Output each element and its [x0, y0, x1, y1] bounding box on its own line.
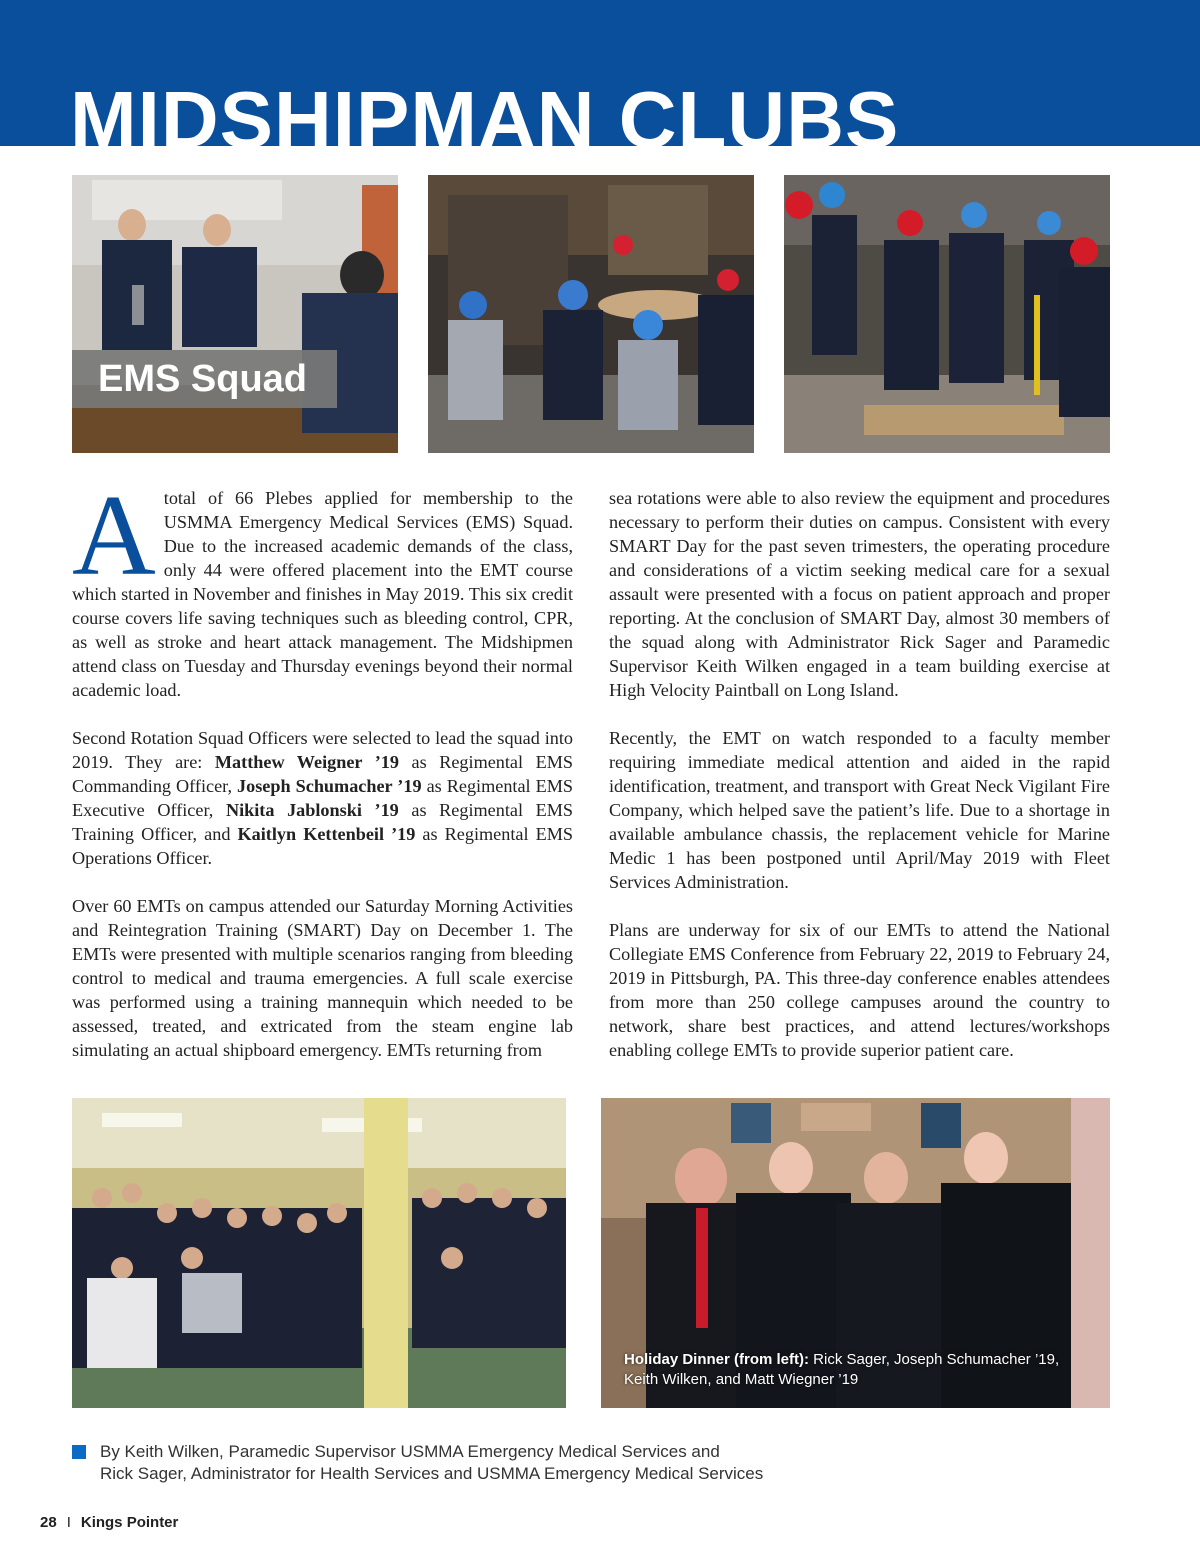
officer-role: as Regimental EMS Commanding Officer,: [72, 752, 574, 796]
officer-name: Joseph Schumacher ’19: [237, 776, 422, 796]
page-footer: [40, 1514, 178, 1531]
article-column-right: [609, 486, 1110, 1086]
photo-ems-classroom: [72, 175, 398, 453]
byline: [100, 1441, 763, 1485]
caption-lead: Holiday Dinner (from left):: [624, 1351, 810, 1368]
officer-name: Nikita Jablonski ’19: [225, 800, 399, 820]
caption-text: Rick Sager, Joseph Schumacher ’19, Keith Wilken, and Matt Wiegner ’19: [624, 1351, 1060, 1388]
publication-name: Kings Pointer: [80, 1514, 179, 1531]
page-title: MIDSHIPMAN CLUBS: [70, 75, 900, 164]
officer-name: Matthew Weigner ’19: [214, 752, 399, 772]
photo-paintball-group: [72, 1098, 566, 1408]
officer-name: Kaitlyn Kettenbeil ’19: [237, 824, 416, 844]
officers-intro: Second Rotation Squad Officers were selected to lead the squad into 2019. They are:: [72, 728, 573, 772]
officer-role: as Regimental EMS Training Officer, and: [72, 800, 574, 844]
footer-separator: I: [66, 1514, 71, 1531]
photo-caption: [624, 1350, 1094, 1390]
byline-square-icon: [72, 1445, 86, 1459]
byline-line: By Keith Wilken, Paramedic Supervisor USMMA Emergency Medical Services and: [100, 1442, 720, 1461]
page-number: 28: [40, 1514, 57, 1531]
article-column-left: [72, 472, 574, 1086]
officer-role: as Regimental EMS Executive Officer,: [72, 776, 573, 820]
photo-helmeted-group: [784, 175, 1110, 453]
drop-cap: A: [72, 472, 156, 600]
byline-line: Rick Sager, Administrator for Health Services and USMMA Emergency Medical Services: [100, 1464, 764, 1483]
officer-role: as Regimental EMS Operations Officer.: [72, 824, 573, 868]
section-label: EMS Squad: [72, 350, 337, 408]
paragraph-sea-rotations: sea rotations were able to also review the equipment and procedures necessary to perform their duties on campus. Consistent with every SMART Day for the past seven trimesters, the operating procedure and considerations of a victim seeking medical care for a sexual assault were presented with a focus on patient approach and proper reporting. At the conclusion of SMART Day, almost 30 members of the squad along with Administrator Rick Sager and Paramedic Supervisor Keith Wilken engaged in a team building exercise at High Velocity Paintball on Long Island.: [609, 488, 1110, 700]
paragraph-emt-response: Recently, the EMT on watch responded to a faculty member requiring immediate medical attention and aided in the rapid identification, treatment, and transport with Great Neck Vigilant Fire Company, which helped save the patient’s life. Due to a shortage in available ambulance chassis, the replacement vehicle for Marine Medic 1 has been postponed until April/May 2019 with Fleet Services Administration.: [609, 728, 1110, 892]
paragraph-officers: [72, 726, 573, 870]
paragraph-conference: Plans are underway for six of our EMTs to attend the National Collegiate EMS Conference from February 22, 2019 to February 24, 2019 in Pittsburgh, PA. This three-day conference enables attendees from more than 250 college campuses around the country to network, share best practices, and attend lectures/workshops enabling college EMTs to provide superior patient care.: [609, 920, 1110, 1060]
paragraph-intro: [72, 472, 573, 702]
paragraph-smart-day: Over 60 EMTs on campus attended our Saturday Morning Activities and Reintegration Training (SMART) Day on December 1. The EMTs were presented with multiple scenarios ranging from bleeding control to medical and trauma emergencies. A full scale exercise was performed using a training mannequin which needed to be assessed, treated, and extricated from the steam engine lab simulating an actual shipboard emergency. EMTs returning from: [72, 896, 573, 1060]
paragraph-intro-text: total of 66 Plebes applied for membership to the USMMA Emergency Medical Services (EMS) Squad. Due to the increased academic demands of the class, only 44 were offered placement into the EMT course which started in November and finishes in May 2019. This six credit course covers life saving techniques such as bleeding control, CPR, as well as stroke and heart attack management. The Midshipmen attend class on Tuesday and Thursday evenings beyond their normal academic load.: [72, 488, 573, 700]
photo-engine-lab-drill: [428, 175, 754, 453]
